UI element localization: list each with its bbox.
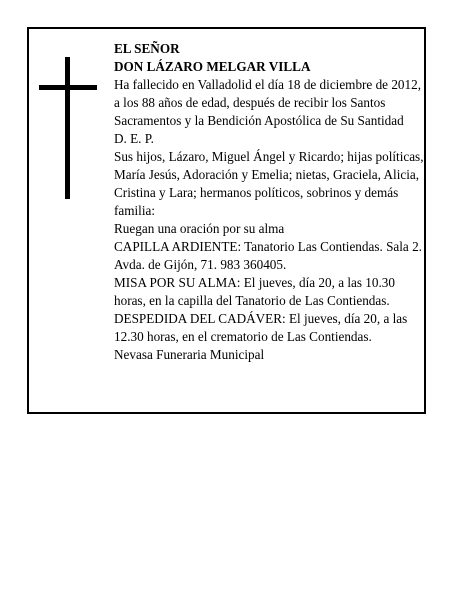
prayer-request: Ruegan una oración por su alma: [114, 221, 285, 236]
deceased-name: DON LÁZARO MELGAR VILLA: [114, 59, 311, 74]
notice-title: EL SEÑOR: [114, 41, 180, 56]
death-announcement: Ha fallecido en Valladolid el día 18 de diciembre de 2012, a los 88 años de edad, después de recibir los Santos Sacramentos y la Bendición Apostólica de Su Santidad: [114, 77, 421, 128]
rip-line: D. E. P.: [114, 131, 154, 146]
funeral-home: Nevasa Funeraria Municipal: [114, 347, 265, 362]
mass-info: MISA POR SU ALMA: El jueves, día 20, a las 10.30 horas, en la capilla del Tanatorio de Las Contiendas.: [114, 275, 395, 308]
family-list: Sus hijos, Lázaro, Miguel Ángel y Ricardo; hijas políticas, María Jesús, Adoración y Emelia; nietas, Graciela, Alicia, Cristina y Lara; hermanos políticos, sobrinos y demás familia:: [114, 149, 424, 218]
cross-vertical-bar: [65, 57, 70, 199]
cross-horizontal-bar: [39, 85, 97, 90]
obituary-notice: [27, 27, 426, 414]
chapel-info: CAPILLA ARDIENTE: Tanatorio Las Contiendas. Sala 2. Avda. de Gijón, 71. 983 360405.: [114, 239, 422, 272]
cross-icon: [39, 57, 97, 199]
farewell-info: DESPEDIDA DEL CADÁVER: El jueves, día 20, a las 12.30 horas, en el crematorio de Las Contiendas.: [114, 311, 408, 344]
notice-text: [114, 40, 424, 364]
